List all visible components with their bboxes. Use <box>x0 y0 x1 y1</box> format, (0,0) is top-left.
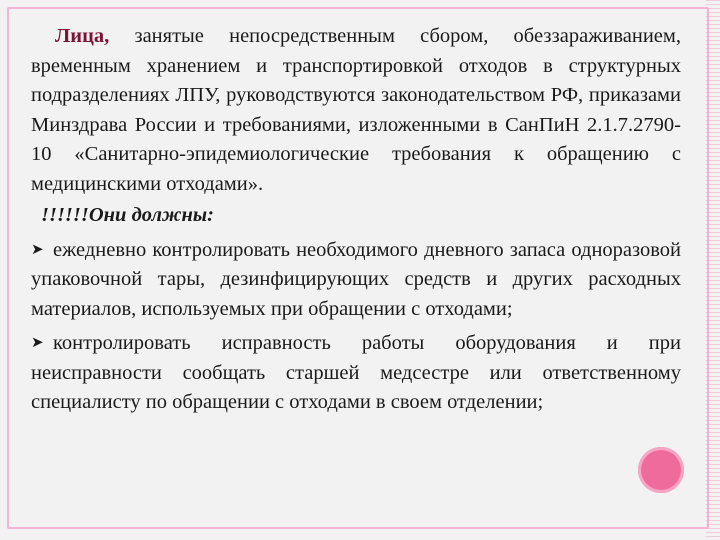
arrow-right-icon: ➤ <box>31 333 44 351</box>
bullet-item-1 <box>31 235 681 325</box>
slide-body <box>31 22 681 418</box>
bullet-text-2: контролировать исправность работы оборудования и при неисправности сообщать старшей медсестре или ответственному специалисту по обращении с отходами в своем отделении; <box>31 332 681 413</box>
arrow-right-icon: ➤ <box>31 239 44 258</box>
section-heading: !!!!!!Они должны: <box>41 204 214 226</box>
bullet-text-1: ежедневно контролировать необходимого дневного запаса одноразовой упаковочной тары, дезинфицирующих средств и других расходных материалов, используемых при обращении с отходами; <box>31 238 681 320</box>
intro-paragraph <box>31 22 681 199</box>
lead-word: Лица, <box>55 25 110 47</box>
intro-text: занятые непосредственным сбором, обеззараживанием, временным хранением и транспортировкой отходов в структурных подразделениях ЛПУ, руководствуются законодательством РФ, приказами Минздрава России и требованиями, изложенными в СанПиН 2.1.7.2790-10 «Санитарно-эпидемиологические требования к обращению с медицинскими отходами». <box>31 25 681 195</box>
decorative-circle <box>638 447 684 493</box>
decorative-stripe <box>706 0 720 540</box>
bullet-item-2 <box>31 328 681 418</box>
